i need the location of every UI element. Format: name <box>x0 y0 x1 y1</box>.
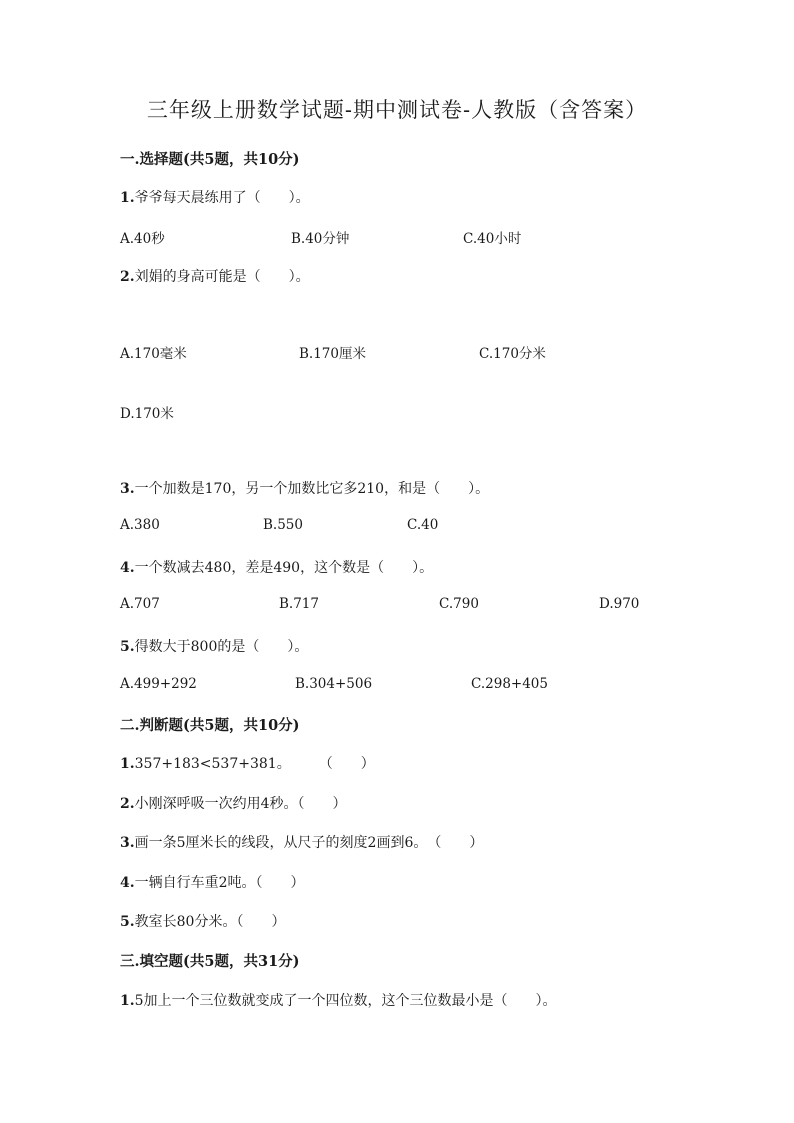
question-number: 1. <box>120 993 135 1009</box>
section-header-fill: 三.填空题(共5题，共31分) <box>120 953 300 970</box>
option-b: B.170厘米 <box>299 346 366 362</box>
question-number: 5. <box>120 639 135 655</box>
question-number: 3. <box>120 835 135 851</box>
question-text: 一个加数是170，另一个加数比它多210，和是（ ）。 <box>134 481 490 497</box>
question-number: 2. <box>120 269 135 285</box>
question-text: 357+183<537+381。 （ ） <box>134 756 375 772</box>
judge-question-2 <box>120 793 347 813</box>
option-a: A.499+292 <box>120 676 197 692</box>
option-a: A.170毫米 <box>120 346 187 362</box>
page-title: 三年级上册数学试题-期中测试卷-人教版（含答案） <box>146 98 648 122</box>
option-d: D.970 <box>599 596 640 612</box>
question-text: 一个数减去480，差是490，这个数是（ ）。 <box>134 560 434 576</box>
question-text: 刘娟的身高可能是（ ）。 <box>134 269 310 285</box>
question-text: 5加上一个三位数就变成了一个四位数，这个三位数最小是（ ）。 <box>134 993 557 1009</box>
option-d: D.170米 <box>120 406 174 422</box>
option-c: C.298+405 <box>471 676 548 692</box>
option-a: A.40秒 <box>120 231 165 247</box>
judge-question-4 <box>120 872 305 892</box>
question-text: 一辆自行车重2吨。（ ） <box>134 875 305 891</box>
option-b: B.550 <box>263 517 303 533</box>
question-4 <box>120 557 433 577</box>
option-a: A.380 <box>120 517 160 533</box>
option-b: B.717 <box>279 596 319 612</box>
question-number: 1. <box>120 756 135 772</box>
judge-question-5 <box>120 911 285 931</box>
question-text: 得数大于800的是（ ）。 <box>134 639 309 655</box>
question-3 <box>120 478 489 498</box>
question-text: 爷爷每天晨练用了（ ）。 <box>134 190 310 206</box>
judge-question-3 <box>120 832 483 852</box>
question-number: 3. <box>120 481 135 497</box>
option-c: C.790 <box>439 596 479 612</box>
question-number: 4. <box>120 560 135 576</box>
question-5 <box>120 636 308 656</box>
option-c: C.40 <box>407 517 439 533</box>
question-number: 5. <box>120 914 135 930</box>
judge-question-1 <box>120 753 375 773</box>
option-c: C.40小时 <box>463 231 522 247</box>
question-text: 画一条5厘米长的线段，从尺子的刻度2画到6。 （ ） <box>134 835 484 851</box>
question-text: 教室长80分米。（ ） <box>134 914 286 930</box>
option-b: B.40分钟 <box>291 231 350 247</box>
question-number: 4. <box>120 875 135 891</box>
question-text: 小刚深呼吸一次约用4秒。（ ） <box>134 796 347 812</box>
question-2 <box>120 266 310 286</box>
section-header-choice: 一.选择题(共5题，共10分) <box>120 151 300 168</box>
option-b: B.304+506 <box>295 676 373 692</box>
fill-question-1 <box>120 990 557 1010</box>
option-a: A.707 <box>120 596 160 612</box>
question-number: 1. <box>120 190 135 206</box>
section-header-judge: 二.判断题(共5题，共10分) <box>120 717 300 734</box>
option-c: C.170分米 <box>479 346 546 362</box>
question-1 <box>120 187 310 207</box>
question-number: 2. <box>120 796 135 812</box>
